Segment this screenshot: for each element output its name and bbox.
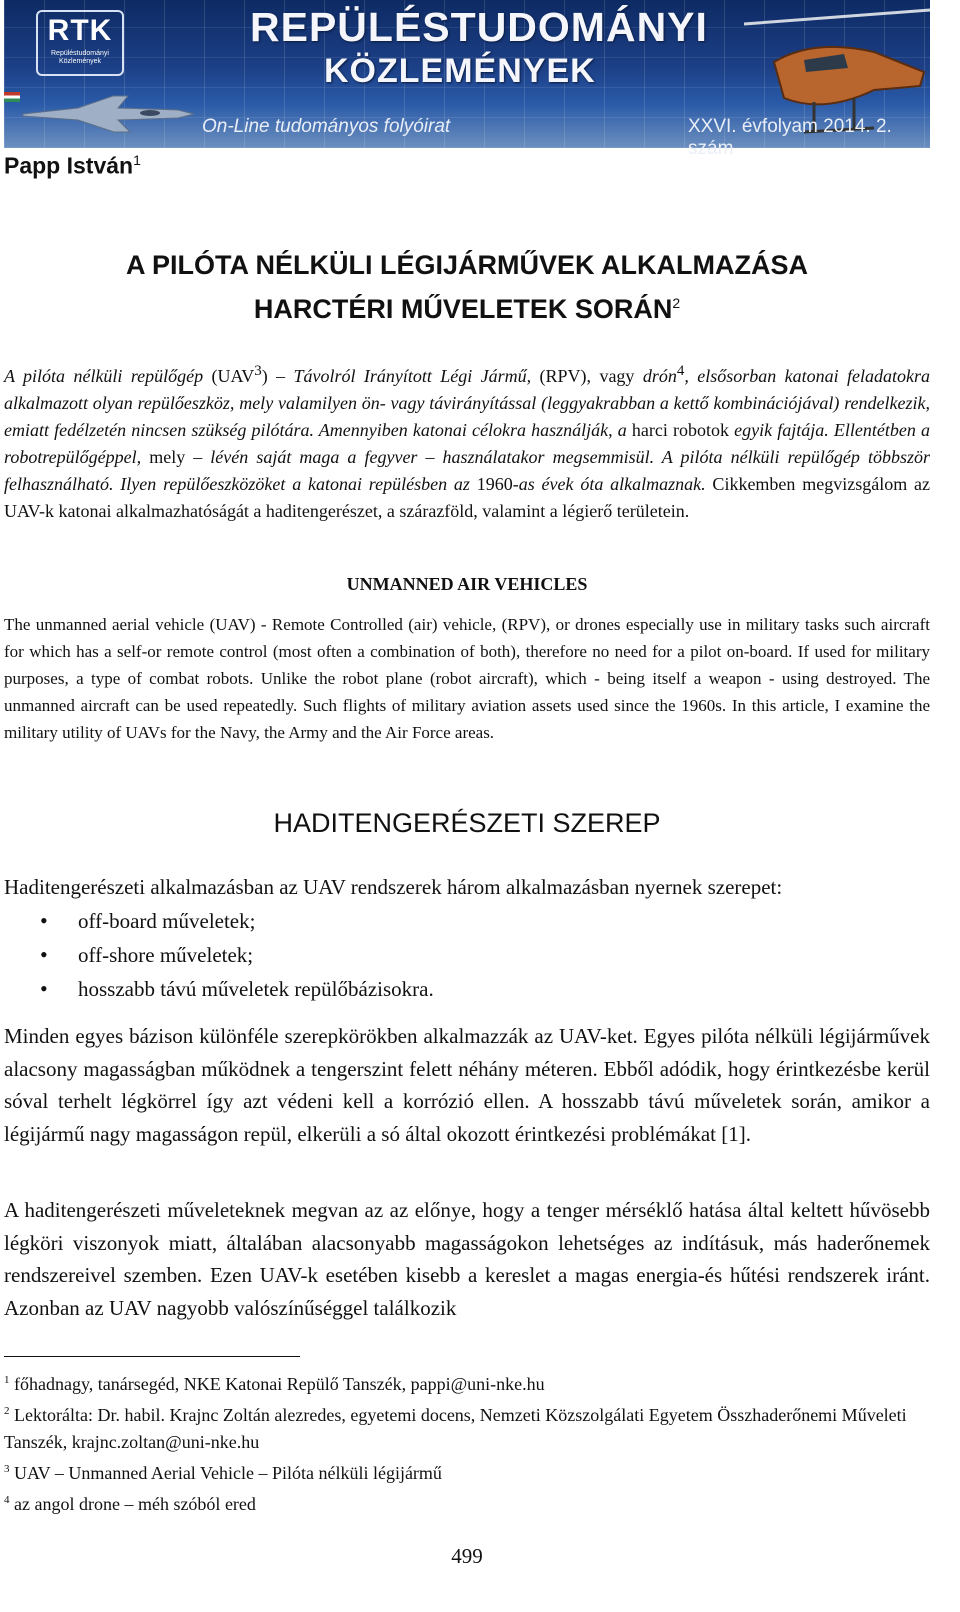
article-title-line2 bbox=[0, 284, 934, 328]
list-item: • off-board műveletek; bbox=[40, 904, 434, 938]
abstract-hu-part: (RPV), vagy bbox=[531, 366, 643, 386]
logo-abbreviation: RTK bbox=[47, 14, 113, 47]
section-intro: Haditengerészeti alkalmazásban az UAV rendszerek három alkalmazásban nyernek szerepet: bbox=[4, 875, 783, 899]
abstract-hu-part: egyik fajtája. Ellentétben a robotrepülőgéppel, bbox=[4, 420, 930, 467]
banner-title-line2: KÖZLEMÉNYEK bbox=[324, 52, 596, 90]
banner-issue: XXVI. évfolyam 2014. 2. szám bbox=[688, 116, 892, 159]
abstract-english: The unmanned aerial vehicle (UAV) - Remote Controlled (air) vehicle, (RPV), or drones especially use in military tasks such aircraft for which has a self-or remote control (most often a combination of both), therefore no need for a pilot on-board. If used for military purposes, a type of combat robots. Unlike the robot plane (robot aircraft), which - being itself a weapon - using destroyed. The unmanned aircraft can be used repeatedly. Such flights of military aviation assets used since the 1960s. In this article, I examine the military utility of UAVs for the Navy, the Army and the Air Force areas. bbox=[4, 615, 930, 742]
logo-subtitle: Repüléstudományi Közlemények bbox=[51, 50, 109, 65]
article-title-line2-text: HARCTÉRI MŰVELETEK SORÁN bbox=[253, 294, 673, 324]
journal-logo bbox=[36, 10, 124, 76]
author-name bbox=[4, 152, 141, 180]
footnote-number: 4 bbox=[4, 1494, 10, 1506]
abstract-hungarian bbox=[4, 358, 930, 525]
abstract-hu-part: Távolról Irányított Légi Jármű, bbox=[293, 366, 532, 386]
journal-banner bbox=[4, 0, 930, 159]
footnote bbox=[4, 1456, 930, 1487]
abstract-hu-part: harci robotok bbox=[626, 420, 735, 440]
abstract-hu-part: ) – bbox=[261, 366, 294, 386]
footnote-separator bbox=[4, 1356, 300, 1357]
abstract-hu-part: (UAV bbox=[203, 366, 255, 386]
page-number: 499 bbox=[451, 1544, 483, 1568]
footnote bbox=[4, 1398, 930, 1456]
author-footnote-ref: 1 bbox=[133, 152, 141, 168]
body-paragraph: A haditengerészeti műveleteknek megvan az az előnye, hogy a tenger mérséklő hatása által keltett hűvösebb légköri viszonyok miatt, általában alacsonyabb magasságokon lehetséges az indításuk, más haderőnemek rendszereivel szemben. Ezen UAV-k esetében kisebb a kereslet a magas energia-és hűtési rendszerek iránt. Azonban az UAV nagyobb valószínűséggel találkozik bbox=[4, 1198, 930, 1320]
author-name-text: Papp István bbox=[4, 152, 134, 179]
title-footnote-ref: 2 bbox=[672, 295, 681, 311]
list-item: • off-shore műveletek; bbox=[40, 938, 434, 972]
footnote-number: 2 bbox=[4, 1405, 10, 1417]
abstract-hu-part: drón bbox=[642, 366, 677, 386]
footnote-ref: 3 bbox=[254, 363, 262, 379]
banner-subtitle: On-Line tudományos folyóirat bbox=[202, 116, 451, 137]
footnote-number: 1 bbox=[4, 1374, 10, 1386]
abstract-hu-part: 1960 bbox=[469, 474, 513, 494]
bullet-list bbox=[40, 904, 434, 1006]
english-abstract-heading: UNMANNED AIR VEHICLES bbox=[346, 574, 588, 594]
footnotes bbox=[4, 1367, 930, 1518]
footnote-text: Lektorálta: Dr. habil. Krajnc Zoltán alezredes, egyetemi docens, Nemzeti Közszolgálati Egyetem Összhaderőnemi Műveleti Tanszék, krajnc.zoltan@uni-nke.hu bbox=[4, 1405, 907, 1452]
footnote-ref: 4 bbox=[676, 363, 685, 379]
footnote-text: főhadnagy, tanársegéd, NKE Katonai Repülő Tanszék, pappi@uni-nke.hu bbox=[9, 1374, 545, 1394]
list-item: • hosszabb távú műveletek repülőbázisokra. bbox=[40, 972, 434, 1006]
jet-fighter-icon bbox=[18, 86, 198, 136]
abstract-hu-part: , elsősorban katonai feladatokra alkalmazott olyan repülőeszköz, mely valamilyen ön- vagy távirányítással (leggyakrabban a kettő kombinációjával) rendelkezik, emiatt fedélzetén nincsen szükség pilótára. Amennyiben katonai célokra használják, a bbox=[4, 366, 930, 440]
section-heading: HADITENGERÉSZETI SZEREP bbox=[273, 808, 661, 838]
body-paragraph: Minden egyes bázison különféle szerepkörökben alkalmazzák az UAV-ket. Egyes pilóta nélküli légijárművek alacsony magasságban működnek a tengerszint felett néhány méteren. Ebből adódik, hogy érintkezésbe kerül sóval terhelt légkörrel így azt védeni kell a korrózió ellen. A hosszabb távú műveletek során, amikor a légijármű nagy magasságon repül, elkerüli a só által okozott érintkezési problémákat [1]. bbox=[4, 1024, 930, 1146]
article-title bbox=[0, 246, 934, 328]
abstract-hu-part: Cikkemben megvizsgálom az UAV-k katonai alkalmazhatóságát a haditengerészet, a szárazföld, valamint a légierő területein. bbox=[4, 474, 930, 521]
abstract-hu-part: mely bbox=[141, 447, 194, 467]
footnote-number: 3 bbox=[4, 1463, 10, 1475]
footnote-text: az angol drone – méh szóból ered bbox=[9, 1494, 256, 1514]
footnote bbox=[4, 1367, 930, 1398]
abstract-hu-part: A pilóta nélküli repülőgép bbox=[4, 366, 204, 386]
abstract-hu-part: -as évek óta alkalmaznak. bbox=[512, 474, 706, 494]
article-title-line1: A PILÓTA NÉLKÜLI LÉGIJÁRMŰVEK ALKALMAZÁSA bbox=[126, 250, 808, 280]
footnote bbox=[4, 1487, 930, 1518]
abstract-hu-part: – lévén saját maga a fegyver – használatakor megsemmisül. A pilóta nélküli repülőgép többször felhasználható. Ilyen repülőeszközöket a katonai repülésben az bbox=[4, 447, 930, 494]
footnote-text: UAV – Unmanned Aerial Vehicle – Pilóta nélküli légijármű bbox=[9, 1463, 442, 1483]
banner-title-line1: REPÜLÉSTUDOMÁNYI bbox=[250, 4, 708, 50]
